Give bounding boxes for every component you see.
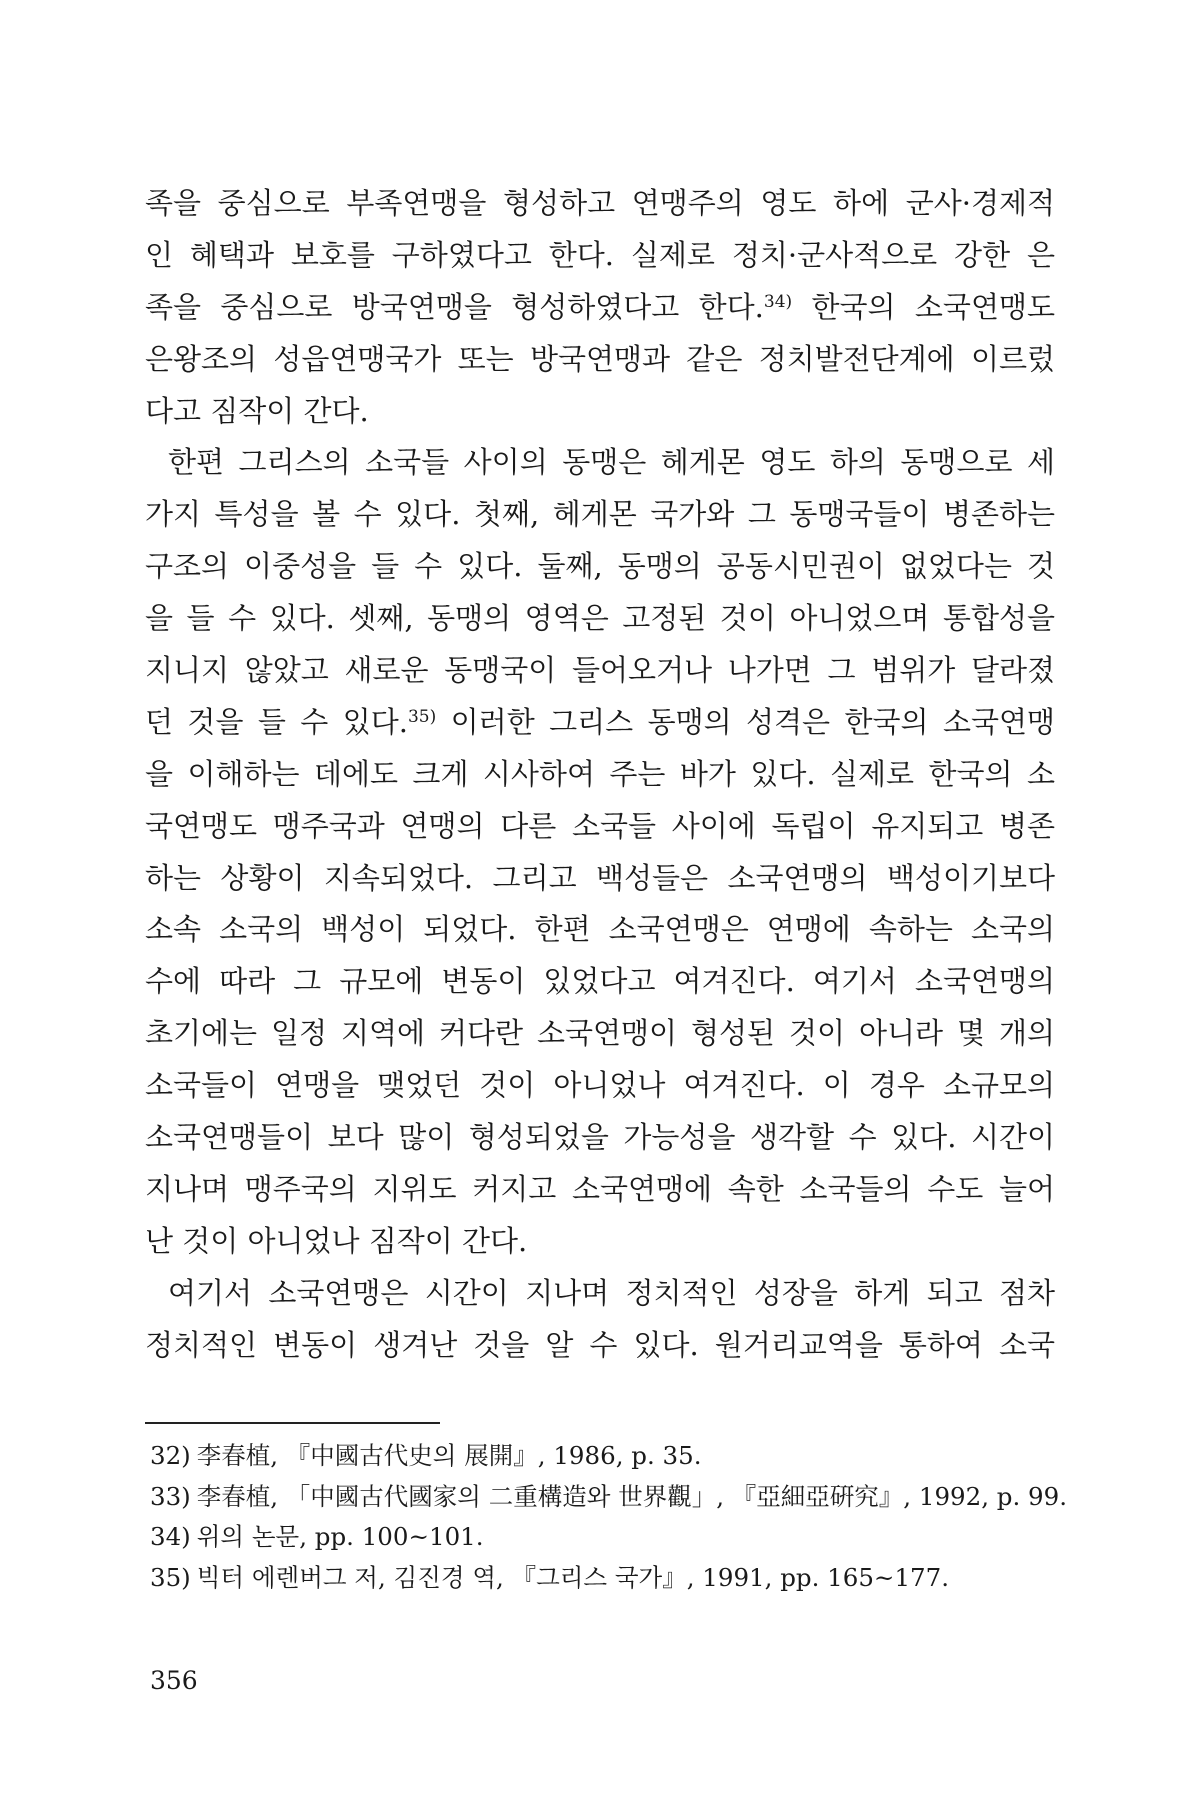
text-line-1: 족을 중심으로 부족연맹을 형성하고 연맹주의 영도 하에 군사·경제적 <box>145 186 1055 220</box>
text-line-14: 하는 상황이 지속되었다. 그리고 백성들은 소국연맹의 백성이기보다 <box>145 860 1055 895</box>
footnote-text: 李春植, 「中國古代國家의 二重構造와 世界觀」, 『亞細亞硏究』, 1992, p. 99. <box>196 1481 1068 1511</box>
text-line-10: 지니지 않았고 새로운 동맹국이 들어오거나 나가면 그 범위가 달라졌 <box>145 653 1055 688</box>
footnote-32 <box>150 1436 1050 1477</box>
text-line-18: 소국들이 연맹을 맺었던 것이 아니었나 여겨진다. 이 경우 소규모의 <box>145 1068 1055 1103</box>
text-line-7: 가지 특성을 볼 수 있다. 첫째, 헤게몬 국가와 그 동맹국들이 병존하는 <box>145 497 1055 532</box>
text-line-5: 다고 짐작이 간다. <box>145 393 369 428</box>
footnote-ref-34[interactable]: 34) <box>763 291 793 312</box>
footnote-number: 32) <box>150 1441 191 1470</box>
footnote-34 <box>150 1517 1050 1558</box>
text-line-12: 을 이해하는 데에도 크게 시사하여 주는 바가 있다. 실제로 한국의 소 <box>145 756 1055 791</box>
text-line-11 <box>145 697 1055 749</box>
text-line-9: 을 들 수 있다. 셋째, 동맹의 영역은 고정된 것이 아니었으며 통합성을 <box>145 601 1055 636</box>
text-line-2: 인 혜택과 보호를 구하였다고 한다. 실제로 정치·군사적으로 강한 은 <box>145 237 1055 272</box>
text-line-3-head: 족을 중심으로 방국연맹을 형성하였다고 한다. <box>145 289 764 324</box>
text-line-17: 초기에는 일정 지역에 커다란 소국연맹이 형성된 것이 아니라 몇 개의 <box>145 1016 1055 1051</box>
footnote-number: 35) <box>150 1562 191 1592</box>
text-line-11-tail: 이러한 그리스 동맹의 성격은 한국의 소국연맹 <box>436 704 1055 739</box>
footnote-text: 위의 논문, pp. 100~101. <box>196 1522 484 1551</box>
text-line-19: 소국연맹들이 보다 많이 형성되었을 가능성을 생각할 수 있다. 시간이 <box>145 1120 1055 1155</box>
text-line-4: 은왕조의 성읍연맹국가 또는 방국연맹과 같은 정치발전단계에 이르렀 <box>145 341 1055 376</box>
footnote-text: 李春植, 『中國古代史의 展開』, 1986, p. 35. <box>196 1441 702 1470</box>
text-line-20: 지나며 맹주국의 지위도 커지고 소국연맹에 속한 소국들의 수도 늘어 <box>145 1171 1055 1206</box>
text-line-6: 한편 그리스의 소국들 사이의 동맹은 헤게몬 영도 하의 동맹으로 세 <box>168 445 1055 480</box>
text-line-15: 소속 소국의 백성이 되었다. 한편 소국연맹은 연맹에 속하는 소국의 <box>145 912 1055 947</box>
footnote-ref-35[interactable]: 35) <box>407 706 437 727</box>
footnote-text: 빅터 에렌버그 저, 김진경 역, 『그리스 국가』, 1991, pp. 165~177. <box>196 1562 949 1592</box>
text-line-3 <box>145 282 1055 334</box>
text-line-11-head: 던 것을 들 수 있다. <box>145 704 408 739</box>
text-line-23: 정치적인 변동이 생겨난 것을 알 수 있다. 원거리교역을 통하여 소국 <box>145 1327 1055 1362</box>
text-line-13: 국연맹도 맹주국과 연맹의 다른 소국들 사이에 독립이 유지되고 병존 <box>145 808 1055 843</box>
page-number: 356 <box>150 1666 198 1695</box>
body-text <box>145 178 1055 1371</box>
footnote-number: 34) <box>150 1522 191 1551</box>
footnote-35 <box>150 1558 1050 1599</box>
footnote-divider <box>145 1422 440 1424</box>
text-line-16: 수에 따라 그 규모에 변동이 있었다고 여겨진다. 여기서 소국연맹의 <box>145 964 1055 999</box>
text-line-8: 구조의 이중성을 들 수 있다. 둘째, 동맹의 공동시민권이 없었다는 것 <box>145 549 1055 584</box>
text-line-3-tail: 한국의 소국연맹도 <box>792 289 1055 324</box>
footnotes <box>150 1436 1068 1598</box>
footnote-33 <box>150 1477 1068 1518</box>
text-line-22: 여기서 소국연맹은 시간이 지나며 정치적인 성장을 하게 되고 점차 <box>168 1275 1055 1310</box>
text-line-21: 난 것이 아니었나 짐작이 간다. <box>145 1223 528 1258</box>
footnote-number: 33) <box>150 1481 191 1511</box>
